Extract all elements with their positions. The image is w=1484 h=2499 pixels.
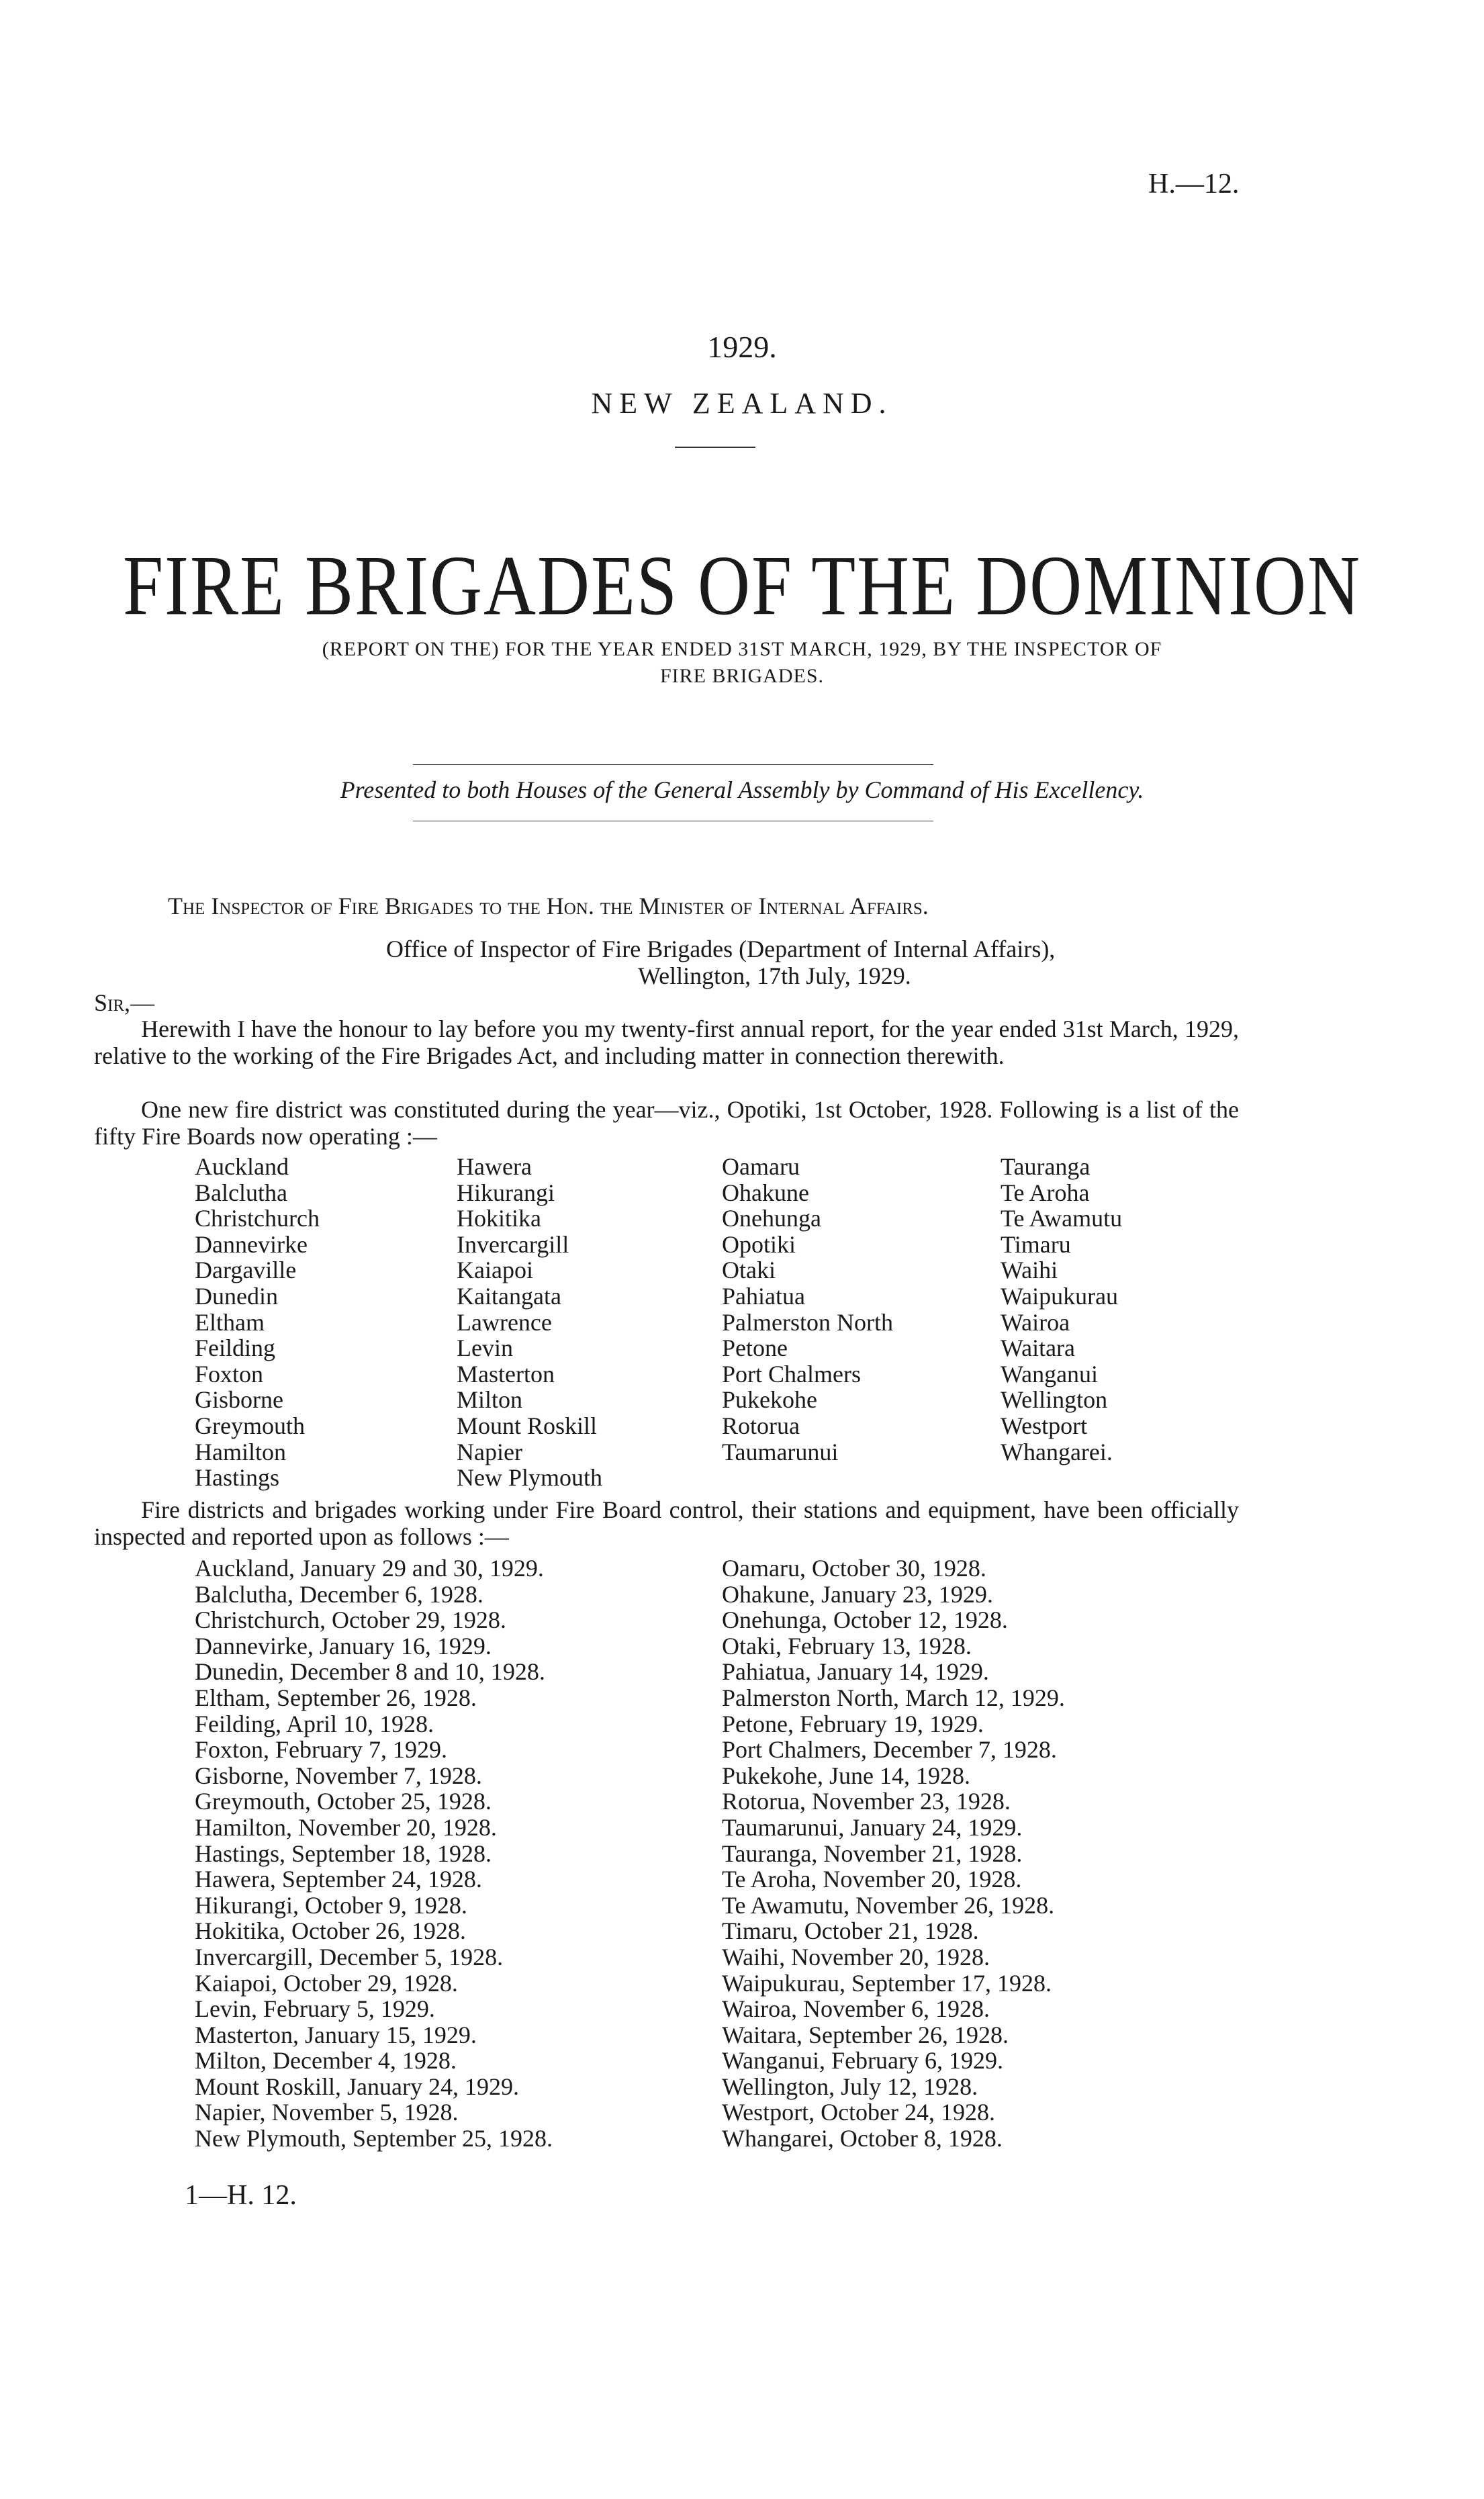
list-item: Waihi bbox=[1001, 1257, 1058, 1284]
document-subtitle-continued: FIRE BRIGADES. bbox=[659, 665, 825, 687]
list-item: Eltham bbox=[195, 1308, 265, 1336]
paragraph-inspections: Fire districts and brigades working under Fire Board control, their stations and equipment, have been officially inspected and reported upon as follows :— bbox=[94, 1496, 1239, 1550]
presented-rule-top bbox=[413, 764, 933, 765]
list-item: Hawera bbox=[457, 1153, 532, 1180]
list-item: Feilding, April 10, 1928. bbox=[195, 1710, 434, 1737]
list-item: Gisborne bbox=[195, 1386, 283, 1414]
list-item: Balclutha, December 6, 1928. bbox=[195, 1580, 483, 1608]
list-item: Mount Roskill bbox=[457, 1412, 598, 1439]
list-item: Taumarunui, January 24, 1929. bbox=[722, 1813, 1023, 1841]
list-item: Kaiapoi bbox=[457, 1257, 533, 1284]
paragraph-new-district: One new fire district was constituted during the year—viz., Opotiki, 1st October, 1928. Following is a list of the fifty Fire Boards now operating :— bbox=[94, 1096, 1239, 1150]
list-item: Otaki, February 13, 1928. bbox=[722, 1632, 972, 1660]
list-item: Te Aroha, November 20, 1928. bbox=[722, 1866, 1022, 1893]
list-item: Timaru bbox=[1001, 1230, 1071, 1258]
title-divider bbox=[675, 447, 755, 448]
list-item: Waitara bbox=[1001, 1334, 1076, 1362]
list-item: Whangarei. bbox=[1001, 1438, 1113, 1465]
list-item: Dannevirke bbox=[195, 1230, 308, 1258]
list-item: Onehunga bbox=[722, 1205, 821, 1232]
list-item: Pahiatua bbox=[722, 1282, 805, 1310]
list-item: Greymouth bbox=[195, 1412, 305, 1439]
list-item: Oamaru bbox=[722, 1153, 800, 1180]
list-item: Te Awamutu bbox=[1001, 1205, 1123, 1232]
list-item: Hamilton, November 20, 1928. bbox=[195, 1813, 497, 1841]
fire-boards-column-3 bbox=[722, 1154, 893, 1465]
document-title: FIRE BRIGADES OF THE DOMINION bbox=[122, 539, 1362, 633]
list-item: Palmerston North bbox=[722, 1308, 893, 1336]
list-item: Milton bbox=[457, 1386, 523, 1414]
list-item: Rotorua bbox=[722, 1412, 800, 1439]
list-item: Hawera, September 24, 1928. bbox=[195, 1866, 482, 1893]
list-item: Pahiatua, January 14, 1929. bbox=[722, 1658, 989, 1686]
paragraph-intro: Herewith I have the honour to lay before you my twenty-first annual report, for the year ended 31st March, 1929, relative to the working of the Fire Brigades Act, and including matter in connection therewith. bbox=[94, 1015, 1239, 1069]
list-item: Auckland, January 29 and 30, 1929. bbox=[195, 1555, 544, 1582]
inspections-column-2 bbox=[722, 1555, 1065, 2152]
list-item: Petone bbox=[722, 1334, 788, 1362]
fire-boards-column-1 bbox=[195, 1154, 320, 1491]
list-item: Palmerston North, March 12, 1929. bbox=[722, 1684, 1065, 1711]
list-item: Opotiki bbox=[722, 1230, 796, 1258]
list-item: Waipukurau bbox=[1001, 1282, 1119, 1310]
list-item: Masterton, January 15, 1929. bbox=[195, 2021, 477, 2048]
list-item: Onehunga, October 12, 1928. bbox=[722, 1606, 1008, 1634]
list-item: Wairoa, November 6, 1928. bbox=[722, 1995, 990, 2023]
list-item: Wellington, July 12, 1928. bbox=[722, 2073, 978, 2100]
list-item: Christchurch bbox=[195, 1205, 320, 1232]
list-item: Westport, October 24, 1928. bbox=[722, 2099, 996, 2126]
country-heading: NEW ZEALAND. bbox=[591, 387, 893, 420]
fire-boards-column-2 bbox=[457, 1154, 602, 1491]
list-item: Napier, November 5, 1928. bbox=[195, 2099, 459, 2126]
list-item: Masterton bbox=[457, 1360, 555, 1388]
list-item: Oamaru, October 30, 1928. bbox=[722, 1555, 986, 1582]
list-item: Rotorua, November 23, 1928. bbox=[722, 1788, 1011, 1815]
list-item: Kaitangata bbox=[457, 1282, 561, 1310]
list-item: Port Chalmers, December 7, 1928. bbox=[722, 1736, 1057, 1764]
list-item: Greymouth, October 25, 1928. bbox=[195, 1788, 492, 1815]
list-item: Dannevirke, January 16, 1929. bbox=[195, 1632, 492, 1660]
list-item: Ohakune, January 23, 1929. bbox=[722, 1580, 993, 1608]
list-item: Balclutha bbox=[195, 1179, 287, 1206]
list-item: Otaki bbox=[722, 1257, 776, 1284]
list-item: Dunedin, December 8 and 10, 1928. bbox=[195, 1658, 545, 1686]
list-item: Kaiapoi, October 29, 1928. bbox=[195, 1969, 458, 1997]
list-item: Feilding bbox=[195, 1334, 276, 1362]
list-item: Petone, February 19, 1929. bbox=[722, 1710, 984, 1737]
list-item: New Plymouth, September 25, 1928. bbox=[195, 2125, 553, 2152]
list-item: Napier bbox=[457, 1438, 522, 1465]
list-item: Auckland bbox=[195, 1153, 289, 1180]
list-item: Westport bbox=[1001, 1412, 1088, 1439]
list-item: Lawrence bbox=[457, 1308, 552, 1336]
list-item: Pukekohe bbox=[722, 1386, 817, 1414]
list-item: Te Awamutu, November 26, 1928. bbox=[722, 1891, 1055, 1919]
list-item: Port Chalmers bbox=[722, 1360, 861, 1388]
letter-address: The Inspector of Fire Brigades to the Hon. the Minister of Internal Affairs. bbox=[168, 893, 929, 919]
list-item: Whangarei, October 8, 1928. bbox=[722, 2125, 1003, 2152]
list-item: Waitara, September 26, 1928. bbox=[722, 2021, 1009, 2048]
list-item: Timaru, October 21, 1928. bbox=[722, 1917, 979, 1945]
salutation: Sir,— bbox=[94, 989, 155, 1016]
list-item: Levin, February 5, 1929. bbox=[195, 1995, 435, 2023]
office-date-line: Wellington, 17th July, 1929. bbox=[638, 962, 911, 989]
list-item: Milton, December 4, 1928. bbox=[195, 2047, 457, 2075]
list-item: Hikurangi bbox=[457, 1179, 555, 1206]
list-item: Waipukurau, September 17, 1928. bbox=[722, 1969, 1052, 1997]
inspections-column-1 bbox=[195, 1555, 553, 2152]
document-reference: H.—12. bbox=[1148, 169, 1240, 199]
list-item: Wanganui, February 6, 1929. bbox=[722, 2047, 1004, 2075]
list-item: New Plymouth bbox=[457, 1464, 603, 1492]
list-item: Mount Roskill, January 24, 1929. bbox=[195, 2073, 519, 2100]
page-signature: 1—H. 12. bbox=[185, 2180, 297, 2211]
list-item: Waihi, November 20, 1928. bbox=[722, 1943, 990, 1970]
list-item: Invercargill, December 5, 1928. bbox=[195, 1943, 504, 1970]
list-item: Dargaville bbox=[195, 1257, 297, 1284]
list-item: Wanganui bbox=[1001, 1360, 1099, 1388]
list-item: Hokitika bbox=[457, 1205, 541, 1232]
list-item: Levin bbox=[457, 1334, 513, 1362]
list-item: Hikurangi, October 9, 1928. bbox=[195, 1891, 467, 1919]
list-item: Dunedin bbox=[195, 1282, 278, 1310]
list-item: Te Aroha bbox=[1001, 1179, 1090, 1206]
list-item: Tauranga bbox=[1001, 1153, 1091, 1180]
list-item: Eltham, September 26, 1928. bbox=[195, 1684, 477, 1711]
list-item: Foxton, February 7, 1929. bbox=[195, 1736, 447, 1764]
list-item: Wellington bbox=[1001, 1386, 1108, 1414]
fire-boards-column-4 bbox=[1001, 1154, 1122, 1465]
list-item: Taumarunui bbox=[722, 1438, 839, 1465]
list-item: Tauranga, November 21, 1928. bbox=[722, 1839, 1023, 1867]
list-item: Invercargill bbox=[457, 1230, 569, 1258]
document-subtitle: (REPORT ON THE) FOR THE YEAR ENDED 31ST MARCH, 1929, BY THE INSPECTOR OF bbox=[322, 638, 1162, 660]
list-item: Christchurch, October 29, 1928. bbox=[195, 1606, 506, 1634]
list-item: Hastings bbox=[195, 1464, 279, 1492]
list-item: Wairoa bbox=[1001, 1308, 1070, 1336]
list-item: Gisborne, November 7, 1928. bbox=[195, 1762, 482, 1789]
list-item: Ohakune bbox=[722, 1179, 809, 1206]
office-line: Office of Inspector of Fire Brigades (Department of Internal Affairs), bbox=[386, 936, 1056, 962]
list-item: Hokitika, October 26, 1928. bbox=[195, 1917, 466, 1945]
list-item: Pukekohe, June 14, 1928. bbox=[722, 1762, 970, 1789]
year-heading: 1929. bbox=[707, 330, 777, 364]
list-item: Hastings, September 18, 1928. bbox=[195, 1839, 492, 1867]
list-item: Foxton bbox=[195, 1360, 264, 1388]
presented-line: Presented to both Houses of the General Assembly by Command of His Excellency. bbox=[340, 776, 1144, 803]
list-item: Hamilton bbox=[195, 1438, 286, 1465]
